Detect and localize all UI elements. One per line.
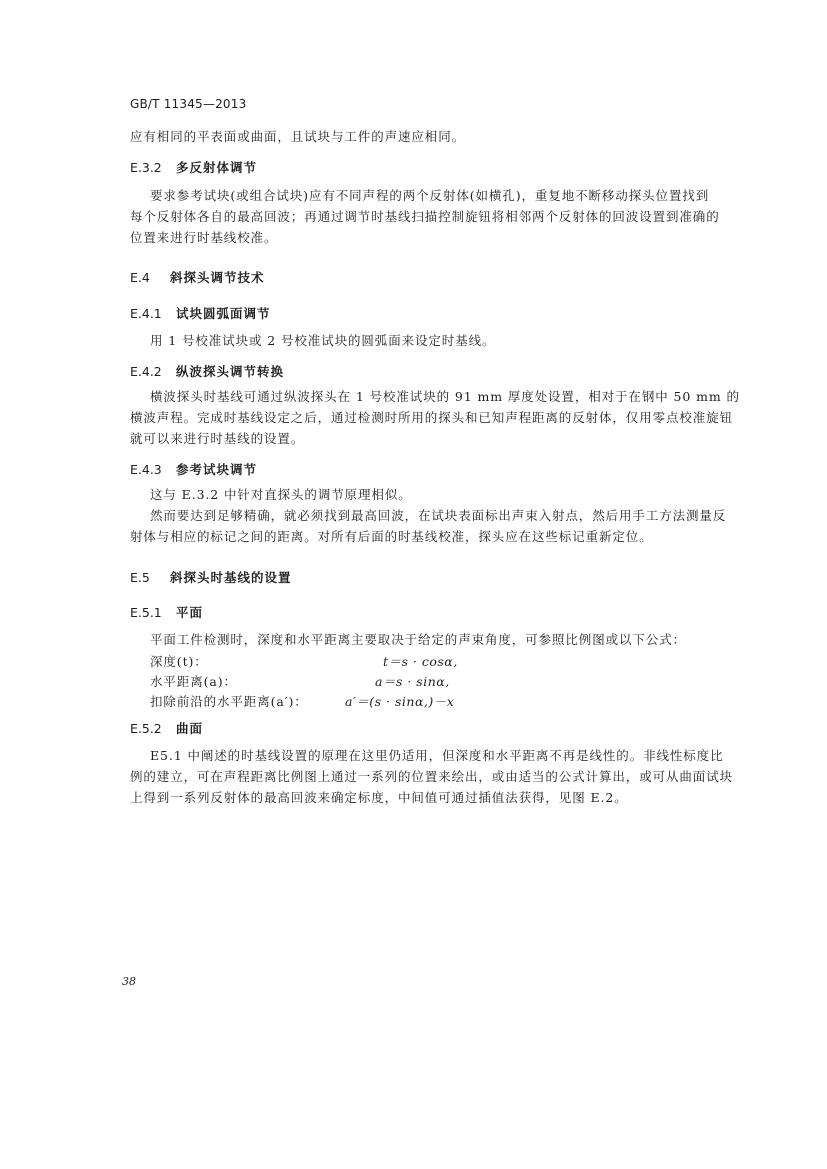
section-number: E.5.1	[130, 605, 162, 620]
section-title: 多反射体调节	[176, 160, 258, 175]
formula: a＝s · sinα,	[375, 674, 450, 689]
section-title: 参考试块调节	[176, 462, 258, 477]
paragraph-line: 位置来进行时基线校准。	[130, 230, 278, 245]
page-number: 38	[122, 975, 136, 988]
section-number: E.4.2	[130, 364, 162, 379]
section-number: E.4	[130, 270, 150, 285]
paragraph-line: 然而要达到足够精确，就必须找到最高回波，在试块表面标出声束入射点，然后用手工方法测量反	[150, 508, 727, 523]
section-heading-e41	[130, 304, 271, 322]
section-heading-e5	[130, 568, 292, 586]
paragraph-line: 用 1 号校准试块或 2 号校准试块的圆弧面来设定时基线。	[150, 333, 496, 348]
intro-line: 应有相同的平表面或曲面，且试块与工件的声速应相同。	[130, 129, 466, 144]
paragraph-line: 上得到一系列反射体的最高回波来确定标度，中间值可通过插值法获得，见图 E.2。	[130, 790, 628, 805]
paragraph-line: 每个反射体各自的最高回波；再通过调节时基线扫描控制旋钮将相邻两个反射体的回波设置到准确的	[130, 209, 720, 224]
section-title: 平面	[176, 605, 204, 620]
section-title: 斜探头时基线的设置	[170, 570, 292, 585]
standard-code-header: GB/T 11345—2013	[130, 97, 247, 111]
section-title: 曲面	[176, 721, 204, 736]
section-number: E.4.3	[130, 462, 162, 477]
section-number: E.4.1	[130, 306, 162, 321]
section-number: E.3.2	[130, 160, 162, 175]
paragraph-line: 例的建立，可在声程距离比例图上通过一系列的位置来绘出，或由适当的公式计算出，或可从曲面试块	[130, 769, 734, 784]
section-title: 试块圆弧面调节	[176, 306, 271, 321]
formula-label: 扣除前沿的水平距离(a′)：	[150, 694, 308, 709]
section-title: 纵波探头调节转换	[176, 364, 285, 379]
paragraph-line: 横波声程。完成时基线设定之后，通过检测时所用的探头和已知声程距离的反射体，仅用零点校准旋钮	[130, 410, 734, 425]
formula: a′＝(s · sinα,)－x	[345, 694, 455, 709]
section-heading-e42	[130, 362, 284, 380]
section-heading-e52	[130, 719, 203, 737]
formula-label: 水平距离(a)：	[150, 674, 237, 689]
section-heading-e51	[130, 603, 203, 621]
section-heading-e32	[130, 158, 257, 176]
paragraph-line: 射体与相应的标记之间的距离。对所有后面的时基线校准，探头应在这些标记重新定位。	[130, 529, 653, 544]
formula-label: 深度(t)：	[150, 654, 208, 669]
paragraph-line: 这与 E.3.2 中针对直探头的调节原理相似。	[150, 487, 412, 502]
section-number: E.5	[130, 570, 150, 585]
paragraph-line: 要求参考试块(或组合试块)应有不同声程的两个反射体(如横孔)，重复地不断移动探头位置找到	[150, 188, 710, 203]
paragraph-line: E5.1 中阐述的时基线设置的原理在这里仍适用，但深度和水平距离不再是线性的。非线性标度比	[150, 748, 724, 763]
section-heading-e43	[130, 460, 257, 478]
paragraph-line: 横波探头时基线可通过纵波探头在 1 号校准试块的 91 mm 厚度处设置，相对于在钢中 50 mm 的	[150, 389, 740, 404]
section-title: 斜探头调节技术	[170, 270, 265, 285]
section-number: E.5.2	[130, 721, 162, 736]
paragraph-line: 平面工件检测时，深度和水平距离主要取决于给定的声束角度，可参照比例图或以下公式：	[150, 632, 687, 647]
formula: t＝s · cosα,	[383, 654, 458, 669]
paragraph-line: 就可以来进行时基线的设置。	[130, 431, 305, 446]
section-heading-e4	[130, 268, 265, 286]
